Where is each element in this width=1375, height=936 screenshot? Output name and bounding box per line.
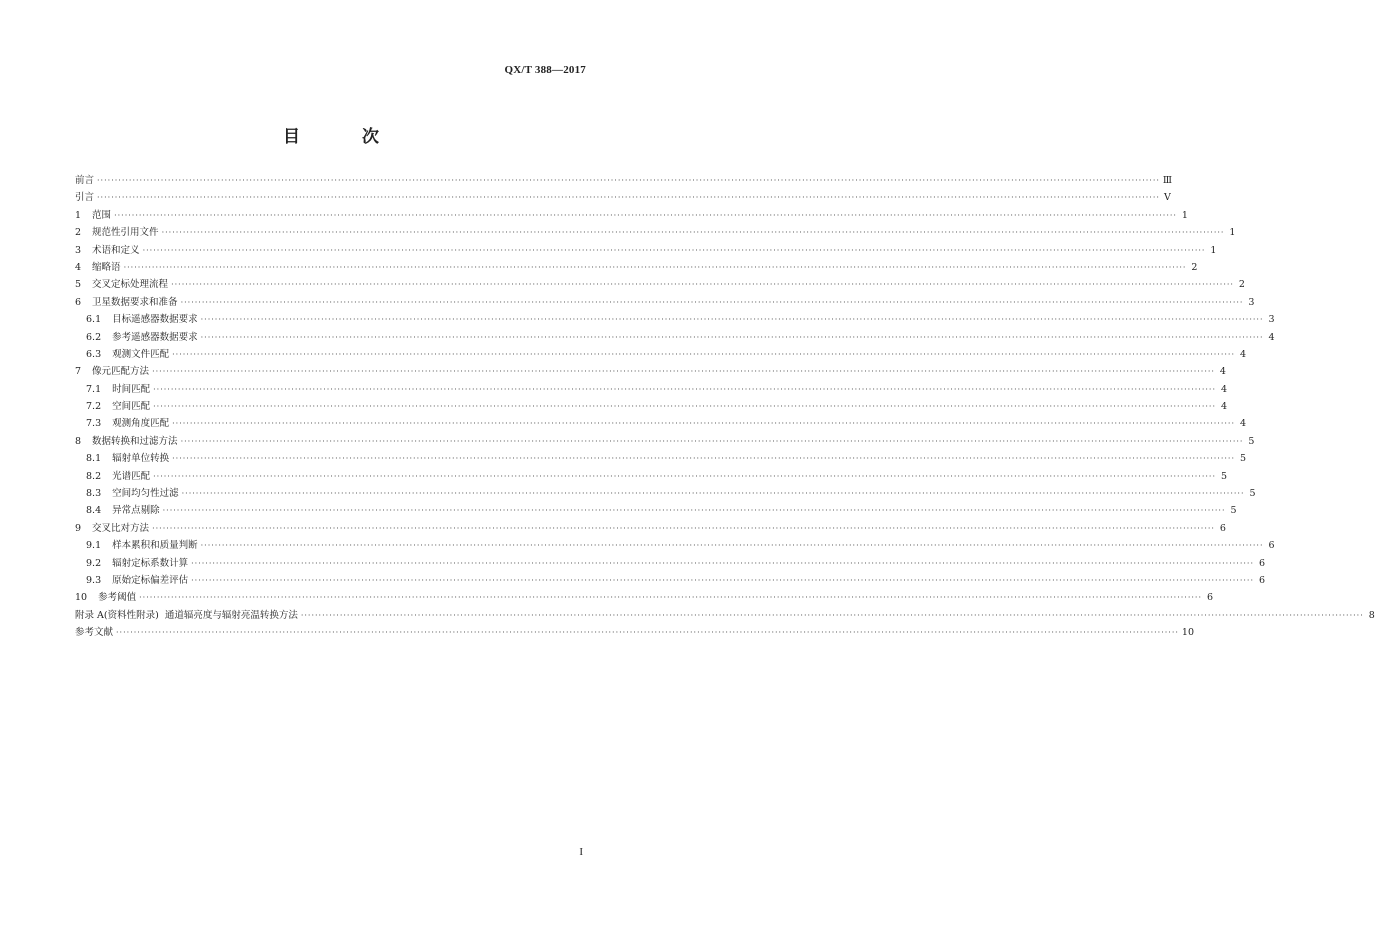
- toc-entry-title: 空间匹配: [112, 401, 151, 413]
- page-title: 目 次: [283, 127, 407, 147]
- toc-dot-leader: ············································································································································································································································································································: [152, 523, 1215, 533]
- toc-dot-leader: ············································································································································································································································································································: [191, 575, 1255, 585]
- toc-entry-title: 范围: [92, 209, 112, 221]
- toc-entry-page: 4: [1239, 348, 1247, 360]
- toc-entry-title: 辐射定标系数计算: [112, 557, 189, 569]
- toc-entry-title: 异常点剔除: [112, 505, 160, 517]
- toc-entry[interactable]: [75, 607, 1375, 624]
- toc-entry-number: 7: [75, 366, 82, 378]
- toc-entry[interactable]: [75, 398, 1228, 415]
- toc-entry-title: 数据转换和过滤方法: [92, 435, 178, 447]
- toc-dot-leader: ············································································································································································································································································································: [172, 419, 1236, 429]
- toc-entry[interactable]: [75, 207, 1188, 224]
- toc-entry-number: 5: [75, 279, 82, 291]
- toc-entry-title: 空间均匀性过滤: [112, 488, 179, 500]
- toc-dot-leader: ············································································································································································································································································································: [153, 471, 1217, 481]
- toc-entry-title: 参考阈值: [98, 592, 137, 604]
- toc-entry[interactable]: [75, 468, 1228, 485]
- toc-dot-leader: ············································································································································································································································································································: [116, 628, 1179, 638]
- toc-entry-number: 6.2: [86, 331, 102, 343]
- toc-entry[interactable]: [75, 363, 1226, 380]
- toc-dot-leader: ············································································································································································································································································································: [172, 349, 1236, 359]
- toc-entry[interactable]: [75, 276, 1245, 293]
- table-of-contents: [75, 172, 1375, 642]
- toc-entry-title: 像元匹配方法: [92, 366, 150, 378]
- toc-entry-title: 附录 A(资料性附录) 通道辐亮度与辐射亮温转换方法: [75, 609, 298, 621]
- toc-entry-number: 9.1: [86, 540, 102, 552]
- toc-dot-leader: ············································································································································································································································································································: [200, 332, 1264, 342]
- toc-entry[interactable]: [75, 485, 1256, 502]
- toc-dot-leader: ············································································································································································································································································································: [172, 454, 1236, 464]
- toc-entry-page: 4: [1220, 401, 1228, 413]
- toc-entry-page: 8: [1368, 609, 1375, 621]
- toc-dot-leader: ············································································································································································································································································································: [180, 297, 1244, 307]
- toc-dot-leader: ············································································································································································································································································································: [180, 436, 1244, 446]
- toc-entry-number: 6: [75, 296, 82, 308]
- toc-dot-leader: ············································································································································································································································································································: [123, 262, 1187, 272]
- toc-entry-number: 8.4: [86, 505, 102, 517]
- toc-entry-page: Ⅲ: [1162, 175, 1173, 186]
- toc-entry-title: 术语和定义: [92, 244, 140, 256]
- toc-entry[interactable]: [75, 294, 1255, 311]
- toc-entry[interactable]: [75, 537, 1275, 554]
- toc-entry-page: 5: [1239, 453, 1247, 465]
- toc-entry-title: 交叉比对方法: [92, 522, 150, 534]
- toc-entry-title: 时间匹配: [112, 383, 151, 395]
- toc-entry-title: 卫星数据要求和准备: [92, 296, 178, 308]
- toc-entry-page: 3: [1268, 314, 1275, 326]
- toc-dot-leader: ············································································································································································································································································································: [191, 558, 1255, 568]
- toc-entry[interactable]: [75, 589, 1213, 606]
- toc-entry-title: 样本累积和质量判断: [112, 540, 198, 552]
- toc-entry-title: 引言: [75, 192, 95, 204]
- toc-entry-number: 7.1: [86, 383, 102, 395]
- toc-entry-page: 1: [1229, 227, 1236, 239]
- toc-dot-leader: ············································································································································································································································································································: [114, 210, 1177, 220]
- toc-entry-page: 6: [1258, 557, 1266, 569]
- toc-entry-page: 5: [1248, 435, 1255, 447]
- toc-entry[interactable]: [75, 189, 1171, 206]
- toc-entry[interactable]: [75, 624, 1194, 641]
- toc-dot-leader: ············································································································································································································································································································: [142, 245, 1206, 255]
- toc-dot-leader: ············································································································································································································································································································: [152, 367, 1215, 377]
- toc-entry-title: 观测文件匹配: [112, 348, 170, 360]
- toc-dot-leader: ············································································································································································································································································································: [200, 541, 1264, 551]
- toc-dot-leader: ············································································································································································································································································································: [97, 193, 1160, 203]
- toc-entry-number: 7.3: [86, 418, 102, 430]
- toc-entry-number: 9.3: [86, 574, 102, 586]
- toc-entry[interactable]: [75, 224, 1236, 241]
- toc-entry-number: 1: [75, 209, 82, 221]
- toc-entry-title: 规范性引用文件: [92, 227, 159, 239]
- toc-entry-page: 4: [1219, 366, 1226, 378]
- toc-entry-number: 10: [75, 592, 88, 604]
- toc-entry-number: 8.2: [86, 470, 102, 482]
- toc-entry[interactable]: [75, 172, 1173, 189]
- toc-entry-title: 参考文献: [75, 627, 114, 639]
- toc-entry-page: 2: [1191, 261, 1198, 273]
- toc-entry-page: 1: [1210, 244, 1217, 256]
- toc-dot-leader: ············································································································································································································································································································: [97, 176, 1160, 185]
- toc-dot-leader: ············································································································································································································································································································: [181, 489, 1245, 499]
- toc-entry-title: 交叉定标处理流程: [92, 279, 169, 291]
- toc-entry[interactable]: [75, 415, 1247, 432]
- toc-entry[interactable]: [75, 381, 1228, 398]
- toc-entry-page: 5: [1220, 470, 1228, 482]
- toc-entry-page: 2: [1238, 279, 1245, 291]
- toc-entry-number: 7.2: [86, 401, 102, 413]
- page-number: I: [579, 846, 583, 858]
- toc-entry-number: 4: [75, 261, 82, 273]
- toc-entry[interactable]: [75, 329, 1275, 346]
- document-code: QX/T 388—2017: [504, 64, 586, 76]
- toc-entry-title: 辐射单位转换: [112, 453, 170, 465]
- toc-entry-page: 4: [1239, 418, 1247, 430]
- toc-entry-page: 6: [1206, 592, 1213, 604]
- toc-entry-page: 3: [1248, 296, 1255, 308]
- toc-entry[interactable]: [75, 311, 1275, 328]
- toc-entry-page: 1: [1181, 209, 1188, 221]
- toc-entry-page: 6: [1258, 574, 1266, 586]
- toc-dot-leader: ············································································································································································································································································································: [161, 228, 1225, 238]
- toc-entry-number: 2: [75, 227, 82, 239]
- toc-entry-title: 缩略语: [92, 261, 121, 273]
- toc-entry-number: 6.1: [86, 314, 102, 326]
- toc-entry-number: 8.1: [86, 453, 102, 465]
- toc-entry[interactable]: [75, 450, 1247, 467]
- toc-entry-page: 5: [1249, 488, 1256, 500]
- toc-entry-page: 5: [1230, 505, 1237, 517]
- toc-entry-page: 4: [1268, 331, 1275, 343]
- toc-entry[interactable]: [75, 242, 1217, 259]
- toc-entry-number: 8: [75, 435, 82, 447]
- toc-entry-number: 9.2: [86, 557, 102, 569]
- toc-entry-number: 6.3: [86, 348, 102, 360]
- toc-entry-number: 8.3: [86, 488, 102, 500]
- toc-entry-number: 9: [75, 522, 82, 534]
- toc-entry-title: 目标遥感器数据要求: [112, 314, 198, 326]
- toc-entry[interactable]: [75, 520, 1226, 537]
- toc-dot-leader: ············································································································································································································································································································: [300, 610, 1364, 620]
- toc-entry-page: 6: [1268, 540, 1275, 552]
- toc-entry[interactable]: [75, 259, 1198, 276]
- toc-dot-leader: ············································································································································································································································································································: [153, 402, 1217, 412]
- toc-entry[interactable]: [75, 502, 1237, 519]
- toc-entry-title: 观测角度匹配: [112, 418, 170, 430]
- toc-entry-number: 3: [75, 244, 82, 256]
- toc-entry-page: 10: [1181, 627, 1194, 639]
- toc-entry-page: 4: [1220, 383, 1228, 395]
- toc-dot-leader: ············································································································································································································································································································: [171, 280, 1234, 290]
- toc-dot-leader: ············································································································································································································································································································: [139, 593, 1202, 603]
- toc-entry-title: 原始定标偏差评估: [112, 574, 189, 586]
- toc-entry[interactable]: [75, 572, 1266, 589]
- toc-entry[interactable]: [75, 555, 1266, 572]
- toc-dot-leader: ············································································································································································································································································································: [153, 384, 1217, 394]
- toc-entry-title: 前言: [75, 175, 95, 186]
- toc-dot-leader: ············································································································································································································································································································: [200, 315, 1264, 325]
- toc-dot-leader: ············································································································································································································································································································: [162, 506, 1226, 516]
- toc-entry-title: 参考遥感器数据要求: [112, 331, 198, 343]
- toc-entry[interactable]: [75, 433, 1255, 450]
- toc-entry[interactable]: [75, 346, 1247, 363]
- toc-entry-page: Ⅴ: [1164, 192, 1171, 204]
- toc-entry-title: 光谱匹配: [112, 470, 151, 482]
- toc-entry-page: 6: [1219, 522, 1226, 534]
